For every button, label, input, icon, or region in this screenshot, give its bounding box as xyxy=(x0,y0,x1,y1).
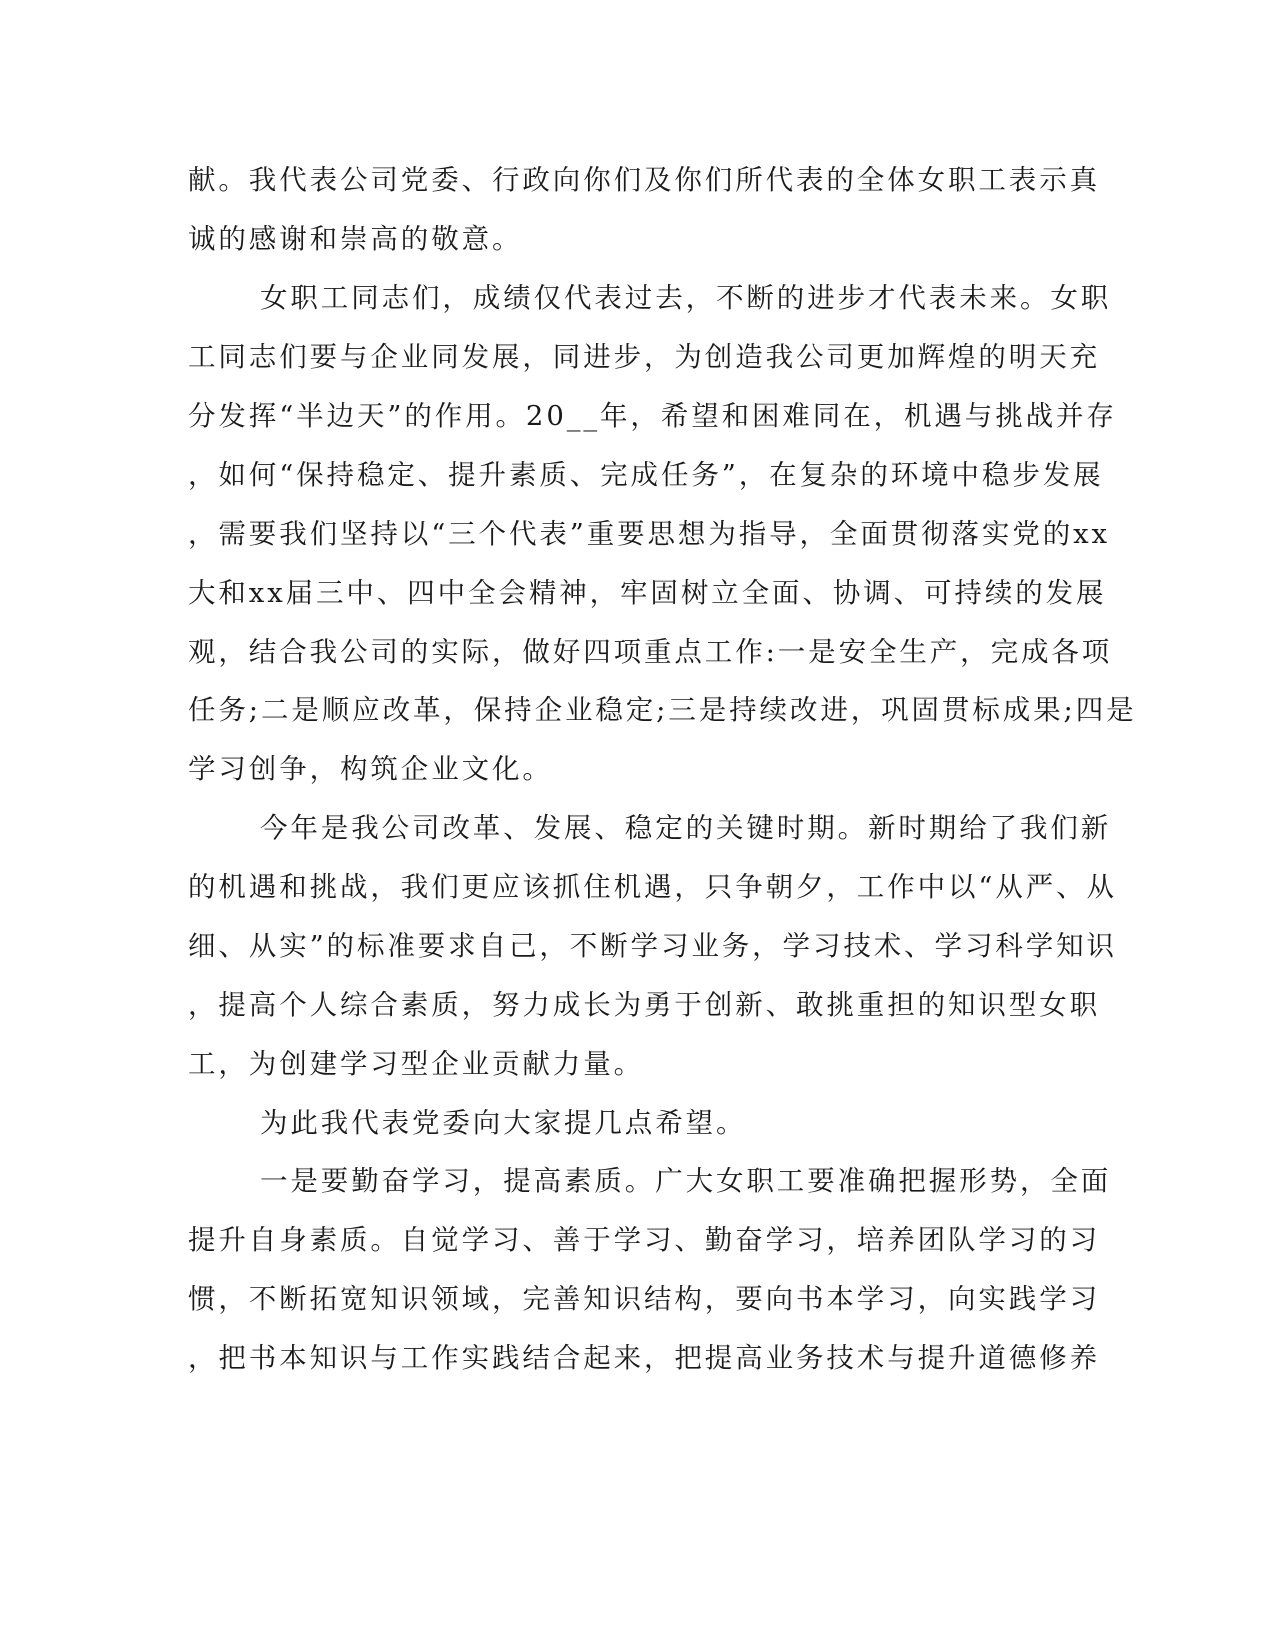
text-line: ，需要我们坚持以“三个代表”重要思想为指导，全面贯彻落实党的xx xyxy=(188,518,1110,550)
text-line: 观，结合我公司的实际，做好四项重点工作:一是安全生产，完成各项 xyxy=(188,636,1113,668)
text-line: 任务;二是顺应改革，保持企业稳定;三是持续改进，巩固贯标成果;四是 xyxy=(188,694,1137,726)
text-line: 大和xx届三中、四中全会精神，牢固树立全面、协调、可持续的发展 xyxy=(188,577,1107,609)
text-line: 细、从实”的标准要求自己，不断学习业务，学习技术、学习科学知识 xyxy=(188,930,1117,962)
text-line: 学习创争，构筑企业文化。 xyxy=(188,753,553,785)
text-line: 分发挥“半边天”的作用。20__年，希望和困难同在，机遇与挑战并存 xyxy=(188,400,1117,432)
paragraph-start-line: 女职工同志们，成绩仅代表过去，不断的进步才代表未来。女职 xyxy=(260,282,1112,314)
text-line: 工，为创建学习型企业贡献力量。 xyxy=(188,1048,644,1080)
text-line: 工同志们要与企业同发展，同进步，为创造我公司更加辉煌的明天充 xyxy=(188,341,1100,373)
paragraph-start-line: 为此我代表党委向大家提几点希望。 xyxy=(260,1107,747,1139)
text-line: 提升自身素质。自觉学习、善于学习、勤奋学习，培养团队学习的习 xyxy=(188,1224,1100,1256)
paragraph-start-line: 一是要勤奋学习，提高素质。广大女职工要准确把握形势，全面 xyxy=(260,1165,1112,1197)
text-line: 的机遇和挑战，我们更应该抓住机遇，只争朝夕，工作中以“从严、从 xyxy=(188,871,1117,903)
text-line: ，如何“保持稳定、提升素质、完成任务”，在复杂的环境中稳步发展 xyxy=(188,459,1104,491)
text-line: ，把书本知识与工作实践结合起来，把提高业务技术与提升道德修养 xyxy=(188,1342,1100,1374)
paragraph-start-line: 今年是我公司改革、发展、稳定的关键时期。新时期给了我们新 xyxy=(260,812,1112,844)
text-line: ，提高个人综合素质，努力成长为勇于创新、敢挑重担的知识型女职 xyxy=(188,989,1100,1021)
text-line: 献。我代表公司党委、行政向你们及你们所代表的全体女职工表示真 xyxy=(188,164,1100,196)
text-line: 惯，不断拓宽知识领域，完善知识结构，要向书本学习，向实践学习 xyxy=(188,1283,1100,1315)
text-line: 诚的感谢和崇高的敬意。 xyxy=(188,223,523,255)
